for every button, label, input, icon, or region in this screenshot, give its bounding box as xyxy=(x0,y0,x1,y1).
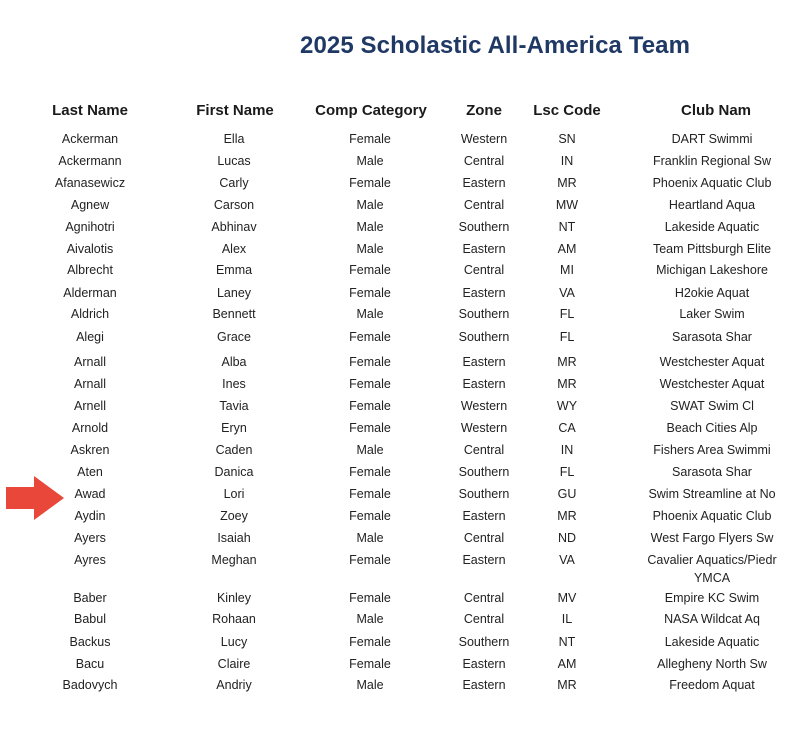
first-name-cell: Danica xyxy=(214,465,254,479)
club-name-cell: Empire KC Swim xyxy=(664,591,760,605)
zone-cell: Southern xyxy=(458,307,510,321)
comp-category-cell: Male xyxy=(356,307,384,321)
header-zone: Zone xyxy=(466,102,502,119)
comp-category-cell: Male xyxy=(356,443,384,457)
last-name-cell: Agnew xyxy=(70,198,110,212)
zone-cell: Eastern xyxy=(462,553,506,567)
last-name-cell: Awad xyxy=(74,487,106,501)
comp-category-cell: Female xyxy=(349,286,391,300)
last-name-cell: Arnall xyxy=(74,377,106,391)
page-title: 2025 Scholastic All-America Team xyxy=(300,32,691,59)
first-name-cell: Ella xyxy=(223,132,245,146)
first-name-cell: Ines xyxy=(222,377,246,391)
club-name-cell: West Fargo Flyers Sw xyxy=(650,531,774,545)
zone-cell: Eastern xyxy=(462,286,506,300)
club-name-cell: Phoenix Aquatic Club xyxy=(652,176,772,190)
first-name-cell: Claire xyxy=(217,657,251,671)
comp-category-cell: Male xyxy=(356,220,384,234)
comp-category-cell: Female xyxy=(349,421,391,435)
first-name-cell: Bennett xyxy=(212,307,256,321)
lsc-code-cell: MR xyxy=(557,377,577,391)
first-name-cell: Carson xyxy=(213,198,255,212)
last-name-cell: Aten xyxy=(77,465,103,479)
lsc-code-cell: MR xyxy=(557,176,577,190)
club-name-cell: Michigan Lakeshore xyxy=(656,263,768,277)
zone-cell: Central xyxy=(463,531,505,545)
last-name-cell: Babul xyxy=(74,612,106,626)
first-name-cell: Alba xyxy=(221,355,247,369)
first-name-cell: Kinley xyxy=(216,591,252,605)
zone-cell: Eastern xyxy=(462,678,506,692)
first-name-cell: Tavia xyxy=(219,399,249,413)
comp-category-cell: Female xyxy=(349,553,391,567)
first-name-cell: Alex xyxy=(221,242,247,256)
last-name-cell: Badovych xyxy=(62,678,118,692)
first-name-cell: Lucy xyxy=(220,635,248,649)
lsc-code-cell: IL xyxy=(561,612,573,626)
zone-cell: Eastern xyxy=(462,176,506,190)
zone-cell: Southern xyxy=(458,487,510,501)
comp-category-cell: Female xyxy=(349,487,391,501)
first-name-cell: Lucas xyxy=(217,154,251,168)
zone-cell: Western xyxy=(460,399,508,413)
club-name-cell: DART Swimmi xyxy=(671,132,753,146)
lsc-code-cell: NT xyxy=(558,220,576,234)
zone-cell: Central xyxy=(463,591,505,605)
club-name-cell: Franklin Regional Sw xyxy=(652,154,772,168)
last-name-cell: Backus xyxy=(69,635,111,649)
club-name-cell: Phoenix Aquatic Club xyxy=(652,509,772,523)
lsc-code-cell: CA xyxy=(558,421,576,435)
comp-category-cell: Female xyxy=(349,591,391,605)
arrow-right-icon xyxy=(6,476,66,520)
club-name-cell-continued: YMCA xyxy=(693,571,731,585)
comp-category-cell: Female xyxy=(349,176,391,190)
last-name-cell: Askren xyxy=(70,443,110,457)
last-name-cell: Arnall xyxy=(74,355,106,369)
club-name-cell: Fishers Area Swimmi xyxy=(653,443,771,457)
lsc-code-cell: FL xyxy=(559,465,575,479)
lsc-code-cell: MR xyxy=(557,355,577,369)
lsc-code-cell: VA xyxy=(559,286,575,300)
header-last-name: Last Name xyxy=(52,102,128,119)
lsc-code-cell: GU xyxy=(557,487,577,501)
club-name-cell: H2okie Aquat xyxy=(674,286,750,300)
last-name-cell: Baber xyxy=(73,591,107,605)
lsc-code-cell: IN xyxy=(560,154,574,168)
lsc-code-cell: VA xyxy=(559,553,575,567)
last-name-cell: Ackermann xyxy=(58,154,122,168)
club-name-cell: Westchester Aquat xyxy=(659,355,765,369)
header-lsc-code: Lsc Code xyxy=(533,102,601,119)
club-name-cell: Beach Cities Alp xyxy=(666,421,758,435)
comp-category-cell: Female xyxy=(349,377,391,391)
comp-category-cell: Female xyxy=(349,399,391,413)
club-name-cell: Swim Streamline at No xyxy=(648,487,776,501)
first-name-cell: Laney xyxy=(216,286,252,300)
lsc-code-cell: MI xyxy=(560,263,574,277)
header-club-name: Club Nam xyxy=(681,102,752,119)
zone-cell: Southern xyxy=(458,220,510,234)
last-name-cell: Aydin xyxy=(74,509,106,523)
zone-cell: Southern xyxy=(458,465,510,479)
club-name-cell: Freedom Aquat xyxy=(669,678,755,692)
comp-category-cell: Male xyxy=(356,612,384,626)
first-name-cell: Lori xyxy=(223,487,245,501)
last-name-cell: Ackerman xyxy=(61,132,119,146)
comp-category-cell: Female xyxy=(349,635,391,649)
first-name-cell: Eryn xyxy=(221,421,247,435)
lsc-code-cell: NT xyxy=(558,635,576,649)
last-name-cell: Arnold xyxy=(71,421,109,435)
lsc-code-cell: SN xyxy=(558,132,576,146)
first-name-cell: Isaiah xyxy=(217,531,251,545)
club-name-cell: Lakeside Aquatic xyxy=(664,635,760,649)
first-name-cell: Abhinav xyxy=(211,220,257,234)
comp-category-cell: Male xyxy=(356,242,384,256)
last-name-cell: Afanasewicz xyxy=(54,176,126,190)
club-name-cell: Team Pittsburgh Elite xyxy=(652,242,772,256)
club-name-cell: Sarasota Shar xyxy=(672,465,752,479)
first-name-cell: Caden xyxy=(215,443,253,457)
header-comp-category: Comp Category xyxy=(315,102,427,119)
last-name-cell: Alderman xyxy=(63,286,117,300)
club-name-cell: SWAT Swim Cl xyxy=(670,399,754,413)
zone-cell: Central xyxy=(463,263,505,277)
club-name-cell: Westchester Aquat xyxy=(659,377,765,391)
zone-cell: Eastern xyxy=(462,657,506,671)
first-name-cell: Carly xyxy=(219,176,249,190)
last-name-cell: Ayres xyxy=(74,553,106,567)
first-name-cell: Andriy xyxy=(216,678,252,692)
last-name-cell: Ayers xyxy=(74,531,106,545)
last-name-cell: Agnihotri xyxy=(65,220,115,234)
first-name-cell: Meghan xyxy=(211,553,257,567)
first-name-cell: Zoey xyxy=(220,509,248,523)
club-name-cell: Allegheny North Sw xyxy=(657,657,767,671)
last-name-cell: Alegi xyxy=(76,330,104,344)
first-name-cell: Grace xyxy=(216,330,252,344)
comp-category-cell: Male xyxy=(356,531,384,545)
lsc-code-cell: MW xyxy=(555,198,579,212)
comp-category-cell: Male xyxy=(356,678,384,692)
comp-category-cell: Female xyxy=(349,330,391,344)
comp-category-cell: Female xyxy=(349,657,391,671)
lsc-code-cell: FL xyxy=(559,307,575,321)
zone-cell: Western xyxy=(460,421,508,435)
lsc-code-cell: MV xyxy=(557,591,577,605)
zone-cell: Eastern xyxy=(462,377,506,391)
lsc-code-cell: IN xyxy=(560,443,574,457)
lsc-code-cell: ND xyxy=(557,531,577,545)
lsc-code-cell: AM xyxy=(557,657,577,671)
zone-cell: Southern xyxy=(458,635,510,649)
first-name-cell: Rohaan xyxy=(212,612,256,626)
comp-category-cell: Female xyxy=(349,132,391,146)
comp-category-cell: Male xyxy=(356,198,384,212)
zone-cell: Central xyxy=(463,198,505,212)
zone-cell: Southern xyxy=(458,330,510,344)
comp-category-cell: Female xyxy=(349,263,391,277)
lsc-code-cell: MR xyxy=(557,678,577,692)
last-name-cell: Arnell xyxy=(74,399,106,413)
zone-cell: Eastern xyxy=(462,355,506,369)
last-name-cell: Aivalotis xyxy=(66,242,114,256)
last-name-cell: Albrecht xyxy=(67,263,113,277)
zone-cell: Eastern xyxy=(462,509,506,523)
lsc-code-cell: WY xyxy=(556,399,578,413)
header-first-name: First Name xyxy=(196,102,274,119)
comp-category-cell: Female xyxy=(349,509,391,523)
last-name-cell: Aldrich xyxy=(70,307,110,321)
zone-cell: Central xyxy=(463,612,505,626)
lsc-code-cell: FL xyxy=(559,330,575,344)
club-name-cell: Lakeside Aquatic xyxy=(664,220,760,234)
zone-cell: Central xyxy=(463,154,505,168)
last-name-cell: Bacu xyxy=(75,657,105,671)
club-name-cell: NASA Wildcat Aq xyxy=(664,612,760,626)
first-name-cell: Emma xyxy=(215,263,253,277)
comp-category-cell: Male xyxy=(356,154,384,168)
comp-category-cell: Female xyxy=(349,355,391,369)
zone-cell: Western xyxy=(460,132,508,146)
zone-cell: Eastern xyxy=(462,242,506,256)
club-name-cell: Heartland Aqua xyxy=(668,198,756,212)
club-name-cell: Cavalier Aquatics/Piedr xyxy=(647,553,777,567)
club-name-cell: Laker Swim xyxy=(679,307,745,321)
lsc-code-cell: MR xyxy=(557,509,577,523)
club-name-cell: Sarasota Shar xyxy=(672,330,752,344)
lsc-code-cell: AM xyxy=(557,242,577,256)
zone-cell: Central xyxy=(463,443,505,457)
comp-category-cell: Female xyxy=(349,465,391,479)
